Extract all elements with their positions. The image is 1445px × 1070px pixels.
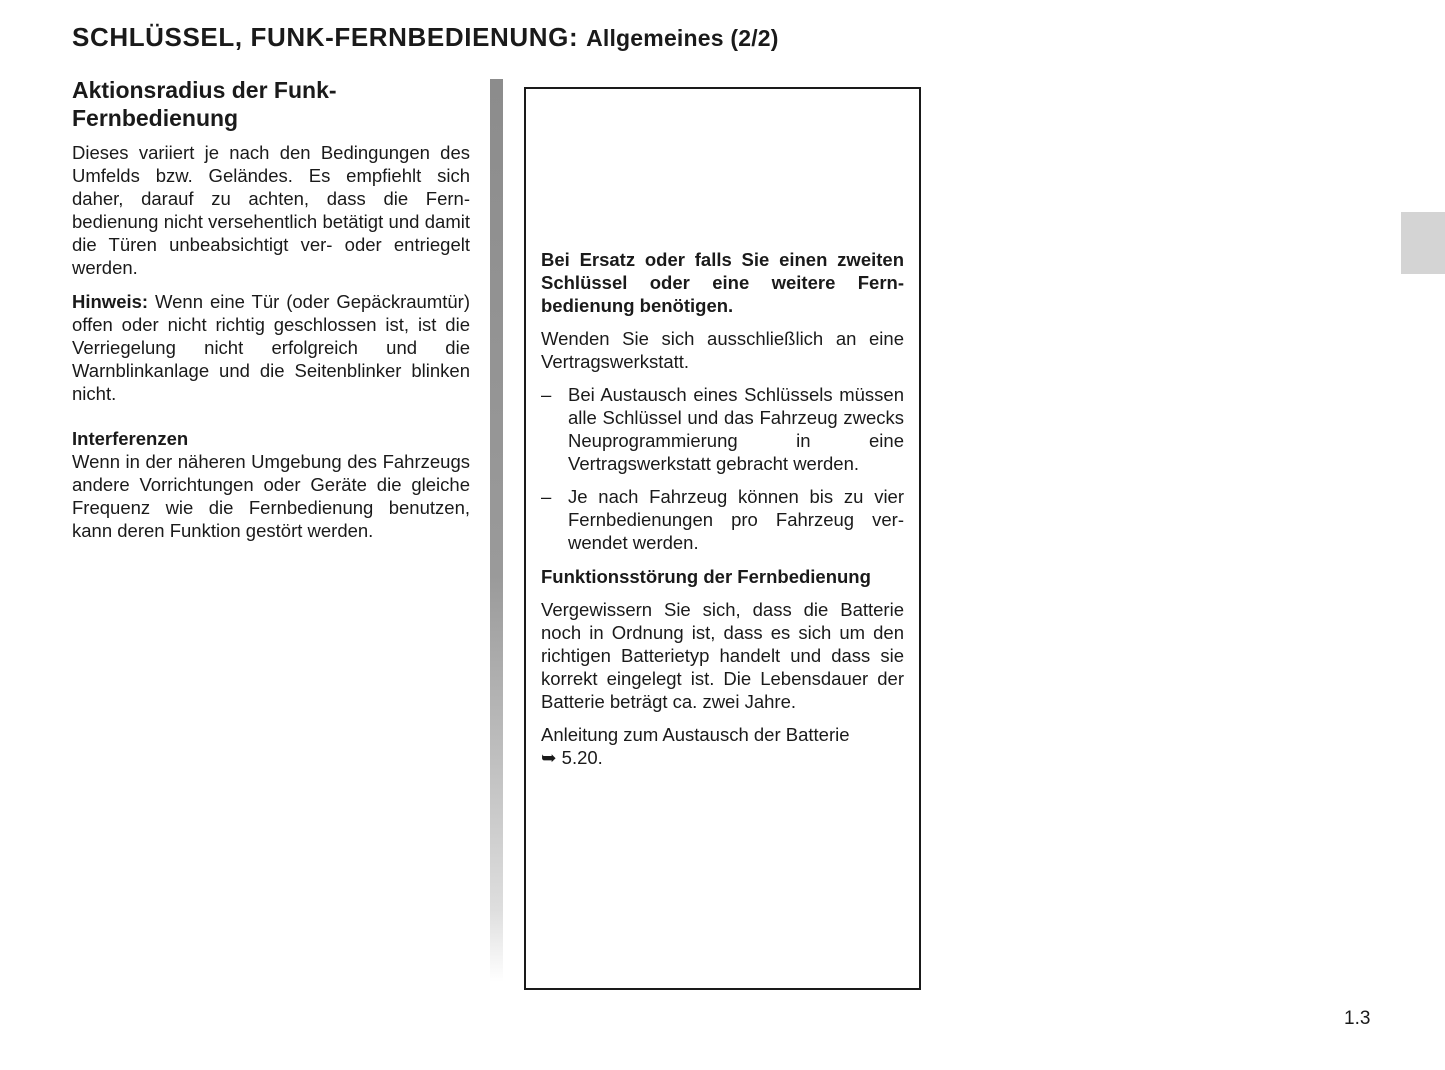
page-number: 1.3: [1344, 1008, 1371, 1029]
info-box-content: [541, 248, 904, 779]
dash-bullet: –: [541, 486, 552, 507]
title-subtitle: Allgemeines (2/2): [586, 25, 779, 51]
note-label: Hinweis:: [72, 291, 149, 312]
note-text: Wenn eine Tür (oder Gepäckraumtür) offen oder nicht richtig geschlossen ist, ist die Verriegelung nicht erfolgreich und die Warnblinkanlage und die Seitenblinker blinken nicht.: [72, 291, 470, 404]
dash-bullet: –: [541, 384, 552, 405]
list-item-text: Je nach Fahrzeug können bis zu vier Fernbedienungen pro Fahrzeug verwendet werden.: [568, 486, 904, 553]
range-paragraph: Dieses variiert je nach den Bedingungen des Umfelds bzw. Geländes. Es empfiehlt sich daher, darauf zu achten, dass die Fernbedienung nicht versehentlich betätigt und damit die Türen unbeabsichtigt ver- oder entriegelt werden.: [72, 142, 470, 278]
list-item: [541, 383, 904, 475]
battery-text: Anleitung zum Austausch der Batterie: [541, 724, 850, 745]
interference-paragraph: Wenn in der näheren Umgebung des Fahrzeugs andere Vorrichtungen oder Geräte die gleiche Frequenz wie die Fernbedienung benutzen, kann deren Funktion gestört werden.: [72, 451, 470, 541]
page-reference-link[interactable]: 5.20.: [561, 747, 603, 768]
list-item: [541, 485, 904, 554]
page-title: [72, 22, 779, 53]
reference-arrow-icon: ➥: [541, 747, 557, 768]
title-main: SCHLÜSSEL, FUNK-FERNBEDIENUNG:: [72, 22, 579, 52]
chapter-tab-marker: [1401, 212, 1445, 274]
malfunction-heading: Funktionsstörung der Fernbedienung: [541, 566, 871, 587]
dealer-paragraph: Wenden Sie sich ausschließlich an eine Vertragswerkstatt.: [541, 328, 904, 372]
heading-line-2: Fernbedienung: [72, 105, 239, 131]
left-column: [72, 76, 470, 542]
heading-line-1: Aktionsradius der Funk-: [72, 77, 337, 103]
replacement-intro: Bei Ersatz oder falls Sie einen zweiten Schlüssel oder eine weitere Fernbedienung benötigen.: [541, 249, 904, 316]
interference-heading: Interferenzen: [72, 428, 189, 449]
malfunction-paragraph: Vergewissern Sie sich, dass die Batterie noch in Ordnung ist, dass es sich um den richtigen Batterietyp handelt und dass sie korrekt eingelegt ist. Die Lebensdauer der Batterie beträgt ca. zwei Jahre.: [541, 599, 904, 712]
battery-instructions: [541, 723, 904, 769]
gray-margin-bar: [490, 79, 503, 982]
note-paragraph: [72, 290, 470, 405]
section-heading-range: [72, 76, 470, 132]
list-item-text: Bei Austausch eines Schlüssels müssen alle Schlüssel und das Fahrzeug zwecks Neuprogrammierung in eine Vertragswerkstatt gebracht werden.: [568, 384, 904, 474]
